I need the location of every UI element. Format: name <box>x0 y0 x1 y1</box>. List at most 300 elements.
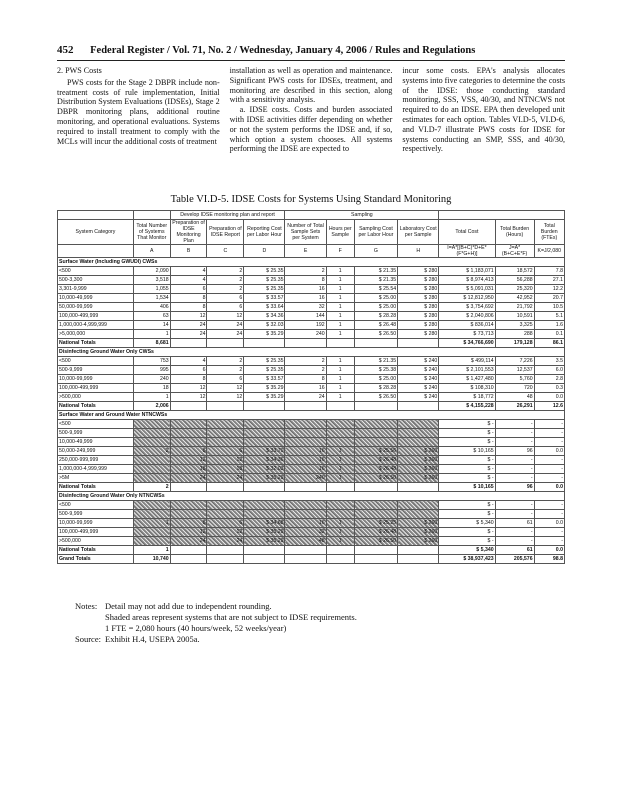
table-cell: $ 25.35 <box>244 366 285 375</box>
table-cell: $ 5,340 <box>439 546 495 555</box>
column-letter: G <box>354 245 397 258</box>
notes-label: Notes: <box>75 601 98 611</box>
paragraph: PWS costs for the Stage 2 DBPR include non-treatment costs of rule implementation, Initial Distribution System Evaluations (IDSEs), Stage 2 DBPR monitoring plans, additional routine monitoring, and operational evaluations. Systems required to install treatment to comply with the MCLs will incur the additional costs of treatment <box>57 77 220 146</box>
table-cell: 32 <box>285 528 326 537</box>
table-cell: 18 <box>207 465 244 474</box>
table-cell: $ 21.35 <box>354 276 397 285</box>
table-row <box>58 366 565 375</box>
table-cell: 24 <box>207 474 244 483</box>
table-cell: 144 <box>285 312 326 321</box>
table-cell: $ 5,340 <box>439 519 495 528</box>
table-cell: - <box>495 438 534 447</box>
table-cell <box>285 510 326 519</box>
table-cell: 0.0 <box>534 546 564 555</box>
row-label: 500-3,300 <box>58 276 134 285</box>
table-cell <box>398 420 439 429</box>
table-cell <box>170 438 207 447</box>
table-cell: 7,226 <box>495 357 534 366</box>
table-cell: 12 <box>170 393 207 402</box>
header-rule <box>57 60 565 61</box>
table-cell: 1 <box>133 330 170 339</box>
table-cell <box>170 429 207 438</box>
table-cell <box>398 546 439 555</box>
section-total-row <box>58 483 565 492</box>
table-cell: 48 <box>285 537 326 546</box>
table-cell: $ 280 <box>398 321 439 330</box>
column-header: Preparation of IDSE Report <box>207 220 244 245</box>
table-cell: 86.1 <box>534 339 564 348</box>
table-cell: 1 <box>326 474 354 483</box>
table-cell: 1 <box>326 393 354 402</box>
table-cell: $ 499,114 <box>439 357 495 366</box>
table-cell: 8 <box>170 447 207 456</box>
table-cell: 0.0 <box>534 483 564 492</box>
table-cell: $ 35.29 <box>244 528 285 537</box>
table-cell: 1 <box>326 294 354 303</box>
table-cell: 3,518 <box>133 276 170 285</box>
table-cell: 24 <box>170 474 207 483</box>
table-cell <box>285 501 326 510</box>
table-cell <box>133 429 170 438</box>
table-cell: - <box>534 420 564 429</box>
table-cell: 8 <box>170 303 207 312</box>
table-cell <box>354 546 397 555</box>
table-row <box>58 510 565 519</box>
table-cell: $ 240 <box>398 384 439 393</box>
table-cell: $ 10,165 <box>439 483 495 492</box>
header-spacer <box>58 211 134 220</box>
table-cell: 26,291 <box>495 402 534 411</box>
table-cell: - <box>534 456 564 465</box>
row-label: National Totals <box>58 546 134 555</box>
section-title: Disinfecting Ground Water Only CWSs <box>58 348 565 357</box>
row-label: >5M <box>58 474 134 483</box>
table-cell: 5.1 <box>534 312 564 321</box>
table-cell: 2 <box>285 267 326 276</box>
table-cell: 6 <box>207 519 244 528</box>
table-cell: 1 <box>326 321 354 330</box>
row-label: National Totals <box>58 402 134 411</box>
table-cell <box>244 402 285 411</box>
table-cell: 2 <box>207 267 244 276</box>
table-cell: 27.1 <box>534 276 564 285</box>
table-cell: 61 <box>495 519 534 528</box>
table-cell: $ 260 <box>398 474 439 483</box>
table-cell: 96 <box>495 483 534 492</box>
table-row <box>58 267 565 276</box>
table-cell: 2 <box>207 357 244 366</box>
note-line: Detail may not add due to independent rounding. <box>105 601 272 611</box>
table-cell: 2 <box>207 366 244 375</box>
table-cell <box>285 546 326 555</box>
table-cell: 0.3 <box>534 384 564 393</box>
table-cell <box>398 339 439 348</box>
table-cell <box>285 483 326 492</box>
table-cell: 1 <box>133 519 170 528</box>
table-cell <box>170 483 207 492</box>
table-cell: $ 260 <box>398 447 439 456</box>
column-header: Total Cost <box>439 220 495 245</box>
column-letter: H <box>398 245 439 258</box>
column-header: Total Number of Systems That Monitor <box>133 220 170 245</box>
table-cell: 61 <box>495 546 534 555</box>
table-cell: 12.6 <box>534 402 564 411</box>
table-cell: 24 <box>285 393 326 402</box>
table-cell <box>285 402 326 411</box>
table-cell: - <box>534 528 564 537</box>
table-cell: - <box>495 474 534 483</box>
table-cell: 96 <box>495 447 534 456</box>
table-cell: 12.2 <box>534 285 564 294</box>
table-cell: 3.5 <box>534 357 564 366</box>
table-cell: 6 <box>207 447 244 456</box>
table-cell: $ 25.00 <box>354 375 397 384</box>
table-cell: $ 33.57 <box>244 294 285 303</box>
table-notes <box>75 601 555 645</box>
table-cell <box>244 420 285 429</box>
table-cell: 4 <box>170 357 207 366</box>
table-cell: $ - <box>439 465 495 474</box>
table-cell <box>133 465 170 474</box>
table-cell: - <box>495 501 534 510</box>
table-cell: 2 <box>285 357 326 366</box>
row-label: Grand Totals <box>58 555 134 564</box>
table-cell: - <box>495 528 534 537</box>
table-cell: $ - <box>439 510 495 519</box>
table-cell: 10.5 <box>534 303 564 312</box>
table-cell: - <box>534 501 564 510</box>
table-cell: $ 240 <box>398 393 439 402</box>
table-cell: 12 <box>207 528 244 537</box>
table-cell: $ 1,183,071 <box>439 267 495 276</box>
table-title: Table VI.D-5. IDSE Costs for Systems Using Standard Monitoring <box>170 194 452 205</box>
table-cell <box>326 510 354 519</box>
column-3 <box>402 66 565 154</box>
source-text: Exhibit H.4, USEPA 2005a. <box>105 634 200 644</box>
table-cell <box>354 402 397 411</box>
table-cell <box>244 501 285 510</box>
table-cell: - <box>495 429 534 438</box>
table-cell: - <box>495 456 534 465</box>
column-letter: I=A*[(B+C)*D+E*(F*G+H)] <box>439 245 495 258</box>
source-label: Source: <box>75 634 101 644</box>
table-cell: $ - <box>439 501 495 510</box>
table-cell <box>398 555 439 564</box>
table-cell <box>285 339 326 348</box>
table-cell: $ 8,974,413 <box>439 276 495 285</box>
table-cell: 8 <box>285 276 326 285</box>
column-header: Preparation of IDSE Monitoring Plan <box>170 220 207 245</box>
table-cell: $ 34.36 <box>244 456 285 465</box>
table-cell <box>326 546 354 555</box>
table-cell: 24 <box>170 537 207 546</box>
table-cell: 12 <box>170 384 207 393</box>
table-row <box>58 276 565 285</box>
table-cell <box>398 438 439 447</box>
table-cell: $ 260 <box>398 519 439 528</box>
table-cell: 8 <box>285 375 326 384</box>
table-cell: 179,128 <box>495 339 534 348</box>
table-cell <box>354 501 397 510</box>
table-cell: 8 <box>170 294 207 303</box>
table-cell: $ 26.48 <box>354 456 397 465</box>
row-label: 10,000-49,999 <box>58 438 134 447</box>
table-cell: $ - <box>439 438 495 447</box>
table-cell: 2 <box>285 366 326 375</box>
table-cell <box>398 501 439 510</box>
table-cell: $ - <box>439 429 495 438</box>
table-cell: - <box>534 537 564 546</box>
column-letter: K=J/2,080 <box>534 245 564 258</box>
column-header: Number of Total Sample Sets per System <box>285 220 326 245</box>
group-header-develop: Develop IDSE monitoring plan and report <box>170 211 285 220</box>
table-cell: 18 <box>133 384 170 393</box>
table-cell: 0.0 <box>534 447 564 456</box>
table-cell <box>285 555 326 564</box>
table-cell <box>133 474 170 483</box>
table-cell: 16 <box>285 465 326 474</box>
section-title: Surface Water (Including GWUDI) CWSs <box>58 258 565 267</box>
table-cell: 25,320 <box>495 285 534 294</box>
table-cell <box>207 339 244 348</box>
table-cell <box>133 420 170 429</box>
table-row <box>58 447 565 456</box>
table-cell: $ 25.00 <box>354 294 397 303</box>
table-row <box>58 357 565 366</box>
table-cell: 2,006 <box>133 402 170 411</box>
table-cell: 7.8 <box>534 267 564 276</box>
table-cell: $ - <box>439 420 495 429</box>
table-cell <box>207 546 244 555</box>
table-cell: 56,288 <box>495 276 534 285</box>
table-row <box>58 519 565 528</box>
table-cell <box>207 420 244 429</box>
table-cell: $ 25.35 <box>244 276 285 285</box>
table-cell: 16 <box>285 384 326 393</box>
table-cell: 1 <box>326 357 354 366</box>
table-cell: $ 26.48 <box>354 465 397 474</box>
table-cell: 1 <box>326 285 354 294</box>
table-cell: $ 73,713 <box>439 330 495 339</box>
table-cell: 2.8 <box>534 375 564 384</box>
table-cell: 0.1 <box>534 330 564 339</box>
table-cell: 240 <box>285 474 326 483</box>
column-header: Reporting Cost per Labor Hour <box>244 220 285 245</box>
row-label: 100,000-499,999 <box>58 384 134 393</box>
table-cell <box>326 429 354 438</box>
table-cell: $ 26.48 <box>354 528 397 537</box>
table-cell: 1 <box>133 546 170 555</box>
row-label: <500 <box>58 420 134 429</box>
table-cell <box>170 402 207 411</box>
table-cell: 12 <box>207 384 244 393</box>
row-label: <500 <box>58 267 134 276</box>
table-cell: $ 240 <box>398 366 439 375</box>
table-cell: - <box>534 465 564 474</box>
table-cell: - <box>534 510 564 519</box>
table-cell <box>326 339 354 348</box>
table-cell: $ 1,427,480 <box>439 375 495 384</box>
table-cell: 4 <box>170 267 207 276</box>
table-cell: 8,681 <box>133 339 170 348</box>
table-cell: $ 2,101,553 <box>439 366 495 375</box>
table-row <box>58 330 565 339</box>
row-label: >5,000,000 <box>58 330 134 339</box>
table-cell: 1 <box>133 393 170 402</box>
table-cell <box>326 420 354 429</box>
section-total-row <box>58 402 565 411</box>
table-cell: 1 <box>326 456 354 465</box>
table-cell: $ 21.35 <box>354 267 397 276</box>
table-cell: 6 <box>170 285 207 294</box>
table-cell: $ 35.29 <box>244 537 285 546</box>
column-header: Total Burden (Hours) <box>495 220 534 245</box>
row-label: 1,000,000-4,999,999 <box>58 465 134 474</box>
table-cell: $ 4,155,228 <box>439 402 495 411</box>
table-cell: $ 26.50 <box>354 330 397 339</box>
table-cell: 0.0 <box>534 519 564 528</box>
table-cell: 1,534 <box>133 294 170 303</box>
table-cell: 12 <box>170 528 207 537</box>
table-cell <box>170 501 207 510</box>
table-cell <box>326 501 354 510</box>
table-cell: 12 <box>170 312 207 321</box>
table-cell: 1 <box>326 465 354 474</box>
table-cell: 48 <box>495 393 534 402</box>
table-cell: $ 35.29 <box>244 474 285 483</box>
paragraph: a. IDSE costs. Costs and burden associated with IDSE activities differ depending on whether or not the system performs the IDSE and, if so, which option a system chooses. All systems performing the IDSE are expected to <box>229 105 393 154</box>
table-cell <box>285 438 326 447</box>
row-label: 1,000,000-4,999,999 <box>58 321 134 330</box>
table-cell: 18 <box>170 465 207 474</box>
table-cell: 0.0 <box>534 393 564 402</box>
table-cell <box>170 510 207 519</box>
table-cell: $ 12,812,950 <box>439 294 495 303</box>
table-row <box>58 528 565 537</box>
table-cell: 12 <box>207 456 244 465</box>
table-cell: 720 <box>495 384 534 393</box>
section-header-row <box>58 492 565 501</box>
table-cell: 5,760 <box>495 375 534 384</box>
row-label: National Totals <box>58 483 134 492</box>
section-header-row <box>58 411 565 420</box>
table-cell <box>398 510 439 519</box>
table-cell: $ - <box>439 537 495 546</box>
table-cell: 14 <box>133 321 170 330</box>
table-cell: - <box>534 438 564 447</box>
table-cell: 24 <box>207 330 244 339</box>
table-body <box>58 258 565 564</box>
table-cell <box>207 510 244 519</box>
table-cell <box>133 528 170 537</box>
table-cell: $ 260 <box>398 528 439 537</box>
column-letter: F <box>326 245 354 258</box>
table-row <box>58 537 565 546</box>
table-cell: $ 10,165 <box>439 447 495 456</box>
table-cell: 2 <box>133 483 170 492</box>
table-cell: 6 <box>207 294 244 303</box>
table-cell: 6 <box>170 366 207 375</box>
table-cell: 21,792 <box>495 303 534 312</box>
table-cell <box>285 429 326 438</box>
table-cell <box>244 483 285 492</box>
table-cell: 2,090 <box>133 267 170 276</box>
table-cell <box>285 420 326 429</box>
column-letter: C <box>207 245 244 258</box>
row-label: >500,000 <box>58 537 134 546</box>
table-cell: 1 <box>326 366 354 375</box>
table-cell: 6.0 <box>534 366 564 375</box>
table-cell <box>133 501 170 510</box>
table-cell: $ 240 <box>398 357 439 366</box>
table-cell: 205,576 <box>495 555 534 564</box>
subsection-heading: 2. PWS Costs <box>57 66 102 75</box>
table-cell: $ 33.64 <box>244 303 285 312</box>
table-cell: $ 35.29 <box>244 330 285 339</box>
note-line: Shaded areas represent systems that are not subject to IDSE requirements. <box>105 612 357 622</box>
table-cell: - <box>495 465 534 474</box>
table-row <box>58 429 565 438</box>
table-cell: 995 <box>133 366 170 375</box>
table-cell: $ 25.25 <box>354 519 397 528</box>
table-cell: 1 <box>326 528 354 537</box>
column-header: Sampling Cost per Labor Hour <box>354 220 397 245</box>
column-1 <box>57 66 220 154</box>
table-cell: $ 108,310 <box>439 384 495 393</box>
group-header-sampling: Sampling <box>285 211 439 220</box>
column-letter: E <box>285 245 326 258</box>
table-cell: $ 260 <box>398 537 439 546</box>
table-cell: 20.7 <box>534 294 564 303</box>
table-cell: 8 <box>170 519 207 528</box>
table-row <box>58 438 565 447</box>
page-number: 452 <box>57 44 74 56</box>
table-cell: 1 <box>326 276 354 285</box>
table-cell: $ 32.03 <box>244 321 285 330</box>
idse-cost-table <box>57 210 565 564</box>
table-row <box>58 303 565 312</box>
table-cell: $ 240 <box>398 375 439 384</box>
table-row <box>58 321 565 330</box>
table-row <box>58 312 565 321</box>
table-cell: $ 33.57 <box>244 375 285 384</box>
table-cell: 2 <box>207 276 244 285</box>
table-cell: 1 <box>326 330 354 339</box>
table-cell: 8 <box>170 375 207 384</box>
table-cell: 24 <box>207 321 244 330</box>
table-cell <box>398 483 439 492</box>
table-cell <box>354 429 397 438</box>
table-cell: 6 <box>207 303 244 312</box>
row-label: <500 <box>58 501 134 510</box>
table-cell <box>170 339 207 348</box>
table-cell <box>398 402 439 411</box>
table-cell <box>326 402 354 411</box>
table-cell: $ 25.00 <box>354 303 397 312</box>
column-letter <box>58 245 134 258</box>
table-cell: $ 35.29 <box>244 393 285 402</box>
row-label: 10,000-99,999 <box>58 519 134 528</box>
table-cell: $ 280 <box>398 303 439 312</box>
table-cell: 288 <box>495 330 534 339</box>
table-cell <box>244 546 285 555</box>
table-cell: $ 18,772 <box>439 393 495 402</box>
table-cell: - <box>495 420 534 429</box>
table-cell: $ 280 <box>398 267 439 276</box>
table-row <box>58 384 565 393</box>
table-cell: 12 <box>170 456 207 465</box>
row-label: 50,000-99,999 <box>58 303 134 312</box>
